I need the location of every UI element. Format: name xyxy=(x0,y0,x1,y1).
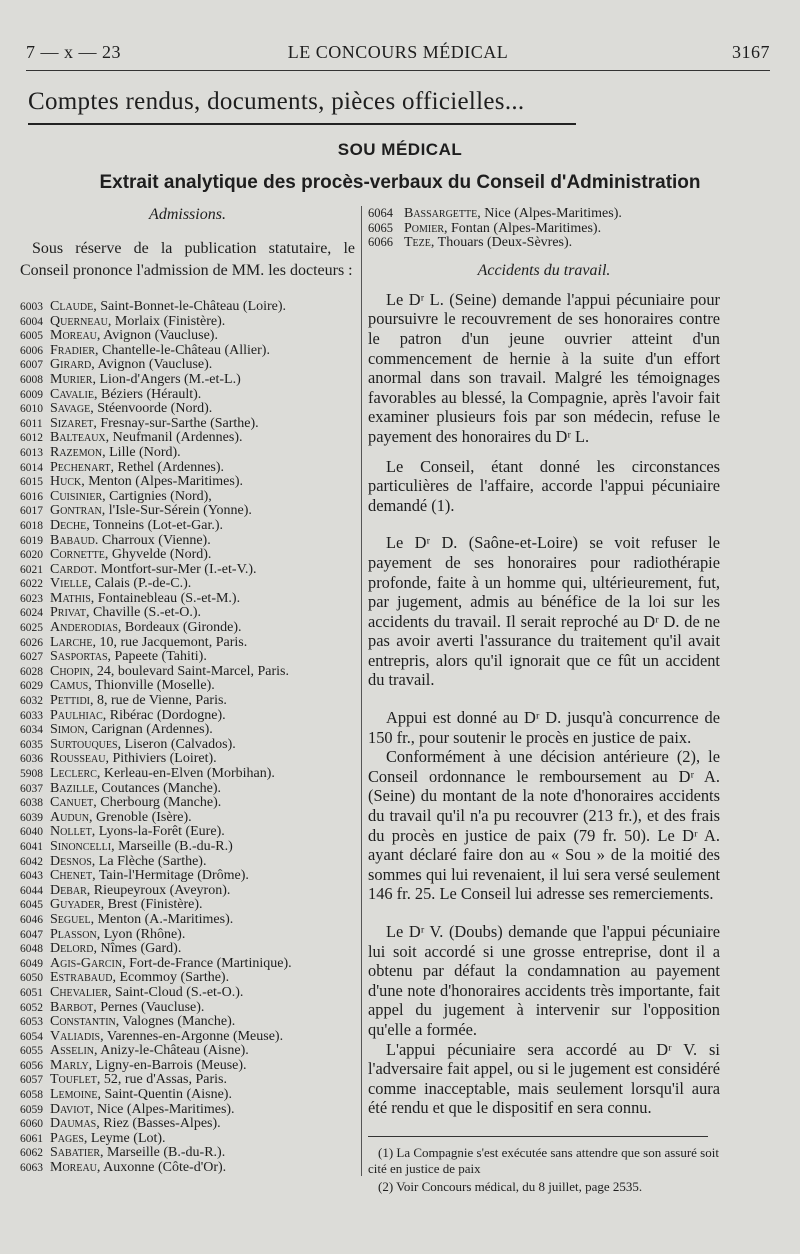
member-name: Bassargette xyxy=(404,206,478,221)
admission-entry xyxy=(20,534,355,549)
member-location: , Ligny-en-Barrois (Meuse). xyxy=(88,1058,247,1073)
member-name: Desnos xyxy=(50,854,92,869)
admission-entry xyxy=(20,796,355,811)
accidents-heading: Accidents du travail. xyxy=(477,261,611,279)
admission-entry xyxy=(20,1088,355,1103)
member-location: , Ribérac (Dordogne). xyxy=(102,708,226,723)
admission-entry xyxy=(20,373,355,388)
admission-entry xyxy=(20,358,355,373)
member-location: , Valognes (Manche). xyxy=(115,1015,236,1030)
admission-entry xyxy=(20,709,355,724)
member-location: , Rieupeyroux (Aveyron). xyxy=(86,883,231,898)
member-name: Deche xyxy=(50,518,87,533)
admission-entry xyxy=(20,913,355,928)
footnote: (2) Voir Concours médical, du 8 juillet, page 2535. xyxy=(378,1178,643,1194)
admission-entry xyxy=(368,221,720,236)
admission-entry xyxy=(20,315,355,330)
admission-entry xyxy=(20,782,355,797)
member-number: 6050 xyxy=(20,972,43,985)
member-location: , Menton (A.-Maritimes). xyxy=(90,912,234,927)
member-name: Lemoine xyxy=(50,1088,98,1103)
member-number: 6044 xyxy=(20,884,43,897)
admission-entry xyxy=(20,636,355,651)
member-name: Seguel xyxy=(50,912,91,927)
member-name: Asselin xyxy=(50,1044,95,1059)
member-name: Cornette xyxy=(50,548,105,563)
admission-entry xyxy=(20,1161,355,1176)
member-number: 6008 xyxy=(20,373,43,386)
admission-entry xyxy=(20,548,355,563)
member-number: 6017 xyxy=(20,505,43,518)
admission-entry xyxy=(20,752,355,767)
admission-entry xyxy=(20,840,355,855)
admission-entry xyxy=(20,388,355,403)
member-number: 6004 xyxy=(20,315,43,328)
member-location: , Nîmes (Gard). xyxy=(93,942,182,957)
member-name: Huck xyxy=(50,475,82,490)
member-number: 6019 xyxy=(20,534,43,547)
member-number: 6036 xyxy=(20,753,43,766)
admission-entry xyxy=(20,461,355,476)
member-name: Guyader xyxy=(50,898,101,913)
left-column xyxy=(20,206,355,1176)
member-name: Teze xyxy=(404,235,431,250)
admission-entry xyxy=(20,1030,355,1045)
member-name: Plasson xyxy=(50,927,97,942)
member-name: Mathis xyxy=(50,591,91,606)
main-title: Extrait analytique des procès-verbaux du Conseil d'Administration xyxy=(99,172,701,193)
running-header xyxy=(26,42,770,66)
member-number: 6040 xyxy=(20,826,43,839)
right-column xyxy=(368,206,720,1197)
admission-entry xyxy=(20,606,355,621)
member-name: Valiadis xyxy=(50,1029,101,1044)
admission-entry xyxy=(20,592,355,607)
member-number: 6011 xyxy=(20,417,43,430)
member-number: 6045 xyxy=(20,899,43,912)
member-name: Chopin xyxy=(50,664,90,679)
member-location: . Charroux (Vienne). xyxy=(94,533,211,548)
member-number: 6003 xyxy=(20,301,43,313)
member-number: 6064 xyxy=(368,206,393,220)
member-name: Chenet xyxy=(50,869,93,884)
admission-entry xyxy=(368,206,720,221)
admission-entry xyxy=(20,811,355,826)
member-name: Daumas xyxy=(50,1117,97,1132)
admission-entry xyxy=(20,986,355,1001)
member-number: 6041 xyxy=(20,840,43,853)
member-location: , Chaville (S.-et-O.). xyxy=(85,606,202,621)
member-location: , Saint-Cloud (S.-et-O.). xyxy=(108,985,244,1000)
member-location: , Calais (P.-de-C.). xyxy=(87,577,192,592)
member-number: 6042 xyxy=(20,855,43,868)
member-number: 6024 xyxy=(20,607,43,620)
member-name: Claude xyxy=(50,300,94,314)
footnote-rule xyxy=(368,1136,708,1137)
admission-entry xyxy=(20,738,355,753)
admission-entry xyxy=(20,898,355,913)
admission-entry xyxy=(20,621,355,636)
accident-paragraph: Le Conseil, étant donné les circonstances particulières de l'affaire, accorde l'appui pécuniaire demandé (1). xyxy=(368,456,720,515)
member-number: 6051 xyxy=(20,986,43,999)
member-name: Murier xyxy=(50,372,93,387)
admission-entry xyxy=(20,475,355,490)
admission-entry xyxy=(20,431,355,446)
accident-paragraph: Conformément à une décision antérieure (2), le Conseil ordonnance le remboursement au Dʳ A. (Seine) du montant de la note d'honoraires accidents du travail qu'il n'a pu recouvrer (213 fr.), et des frais du procès en justice de paix (79 fr. 50). Le Dʳ A. ayant déclaré faire don au « Sou » de la moitié des sommes qui lui revenaient, il lui sera versé seulement 146 fr. 25. Le Conseil lui adresse ses remerciements. xyxy=(368,747,720,904)
member-number: 6038 xyxy=(20,797,43,810)
accident-paragraph: Le Dʳ D. (Saône-et-Loire) se voit refuser le payement de ses honoraires pour radiothérapie profonde, faite à un homme qui, ultérieurement, fut, par jugement, admis au bénéfice de la loi sur les accidents du travail. Il serait reproché au Dʳ D. de ne pas avoir averti l'assurance du traitement qu'il avait entrepris, alors qu'il ignorait que ce fût un accident du travail. xyxy=(368,533,720,690)
member-location: , Ghyvelde (Nord). xyxy=(104,548,212,563)
member-name: Sinoncelli xyxy=(50,839,112,854)
admission-entry xyxy=(20,402,355,417)
member-location: , Varennes-en-Argonne (Meuse). xyxy=(100,1029,284,1044)
member-location: , Thionville (Moselle). xyxy=(88,679,215,694)
admission-entry xyxy=(20,971,355,986)
member-number: 6022 xyxy=(20,578,43,591)
section-title: Comptes rendus, documents, pièces officielles... xyxy=(28,88,525,115)
member-name: Constantin xyxy=(50,1015,116,1030)
member-number: 6023 xyxy=(20,592,43,605)
admission-entry xyxy=(20,344,355,359)
member-number: 6029 xyxy=(20,680,43,693)
member-number: 6056 xyxy=(20,1059,43,1072)
member-location: , Neufmanil (Ardennes). xyxy=(105,431,243,446)
member-name: Pechenart xyxy=(50,460,111,475)
member-location: , Pernes (Vaucluse). xyxy=(93,1000,205,1015)
member-name: Gontran xyxy=(50,504,102,519)
member-number: 6062 xyxy=(20,1147,43,1160)
member-name: Cavalie xyxy=(50,387,94,402)
member-name: Cardot xyxy=(50,562,94,577)
member-location: , Menton (Alpes-Maritimes). xyxy=(81,475,243,490)
member-name: Chevalier xyxy=(50,985,109,1000)
admission-entry xyxy=(20,942,355,957)
member-number: 5908 xyxy=(20,768,43,780)
member-location: , Carignan (Ardennes). xyxy=(84,723,213,738)
admission-entry xyxy=(20,650,355,665)
member-number: 6057 xyxy=(20,1074,43,1087)
member-number: 6006 xyxy=(20,344,43,357)
member-location: , Coutances (Manche). xyxy=(94,781,222,796)
member-name: Paulhiac xyxy=(50,708,103,723)
member-name: Sizaret xyxy=(50,416,94,431)
member-location: , Nice (Alpes-Maritimes). xyxy=(477,206,622,221)
member-name: Touflet xyxy=(50,1073,97,1088)
member-number: 6039 xyxy=(20,811,43,824)
member-name: Balteaux xyxy=(50,431,106,446)
member-name: Surtouques xyxy=(50,737,118,752)
member-number: 6033 xyxy=(20,709,43,722)
admission-entry xyxy=(20,1146,355,1161)
member-number: 6047 xyxy=(20,928,43,941)
member-name: Razemon xyxy=(50,445,103,460)
member-number: 6016 xyxy=(20,490,43,503)
member-number: 6007 xyxy=(20,359,43,372)
member-number: 6009 xyxy=(20,388,43,401)
member-location: , Pithiviers (Loiret). xyxy=(105,752,217,767)
member-location: , Stéenvoorde (Nord). xyxy=(90,402,213,417)
member-number: 6018 xyxy=(20,519,43,532)
accident-paragraph: Le Dʳ L. (Seine) demande l'appui pécuniaire pour poursuivre le recouvrement de ses honoraires contre le patron d'un jeune ouvrier atteint d'un commencement de hernie à la suite d'un effort anormal dans son travail. Malgré les témoignages favorables au blessé, la Compagnie, après l'avoir fait examiner plusieurs fois par son médecin, refuse le payement des honoraires du Dʳ L. xyxy=(368,289,720,446)
member-name: Girard xyxy=(50,358,92,373)
member-name: Audun xyxy=(50,810,89,825)
member-number: 6025 xyxy=(20,622,43,635)
member-location: , Lyons-la-Forêt (Eure). xyxy=(91,825,225,840)
member-location: . Montfort-sur-Mer (I.-et-V.). xyxy=(93,562,257,577)
page-number: 3167 xyxy=(732,42,770,62)
issue-date: 7 — x — 23 xyxy=(26,42,121,62)
member-number: 6010 xyxy=(20,403,43,416)
member-location: , Saint-Bonnet-le-Château (Loire). xyxy=(93,300,287,314)
member-name: Debar xyxy=(50,883,87,898)
member-name: Camus xyxy=(50,679,89,694)
member-name: Barbot xyxy=(50,1000,94,1015)
member-location: , Lyon (Rhône). xyxy=(96,927,186,942)
member-name: Daviot xyxy=(50,1102,90,1117)
accident-paragraph: L'appui pécuniaire sera accordé au Dʳ V. si l'adversaire fait appel, ou si le jugement est considéré comme inacceptable, mais seulement lorsqu'il aura été rendu et que le dispositif en sera connu. xyxy=(368,1039,720,1118)
member-location: , Kerleau-en-Elven (Morbihan). xyxy=(96,767,275,781)
member-name: Delord xyxy=(50,942,94,957)
member-location: , Avignon (Vaucluse). xyxy=(96,329,218,344)
admission-entry xyxy=(20,694,355,709)
footnotes xyxy=(368,1145,720,1195)
member-number: 6034 xyxy=(20,724,43,737)
admission-entry xyxy=(20,1103,355,1118)
member-number: 6037 xyxy=(20,782,43,795)
member-name: Nollet xyxy=(50,825,92,840)
member-name: Pomier xyxy=(404,220,445,236)
member-name: Privat xyxy=(50,606,86,621)
member-name: Sabatier xyxy=(50,1146,101,1161)
member-number: 6013 xyxy=(20,446,43,459)
member-location: , Marseille (B.-du-R.). xyxy=(100,1146,226,1161)
member-number: 6035 xyxy=(20,738,43,751)
admission-entry xyxy=(20,1015,355,1030)
member-name: Estrabaud xyxy=(50,971,113,986)
member-name: Sasportas xyxy=(50,650,108,665)
member-number: 6012 xyxy=(20,432,43,445)
admission-entry xyxy=(20,723,355,738)
admission-entry xyxy=(20,825,355,840)
member-name: Leclerc xyxy=(50,767,97,781)
member-location: , Béziers (Hérault). xyxy=(93,387,202,402)
member-location: , Avignon (Vaucluse). xyxy=(91,358,213,373)
member-name: Moreau xyxy=(50,329,97,344)
member-location: , Tain-l'Hermitage (Drôme). xyxy=(92,869,249,884)
member-number: 6055 xyxy=(20,1045,43,1058)
member-name: Simon xyxy=(50,723,85,738)
admission-entry xyxy=(20,1001,355,1016)
member-name: Pettidi xyxy=(50,694,90,709)
member-number: 6014 xyxy=(20,461,43,474)
member-number: 6048 xyxy=(20,943,43,956)
admissions-list-continued xyxy=(368,206,720,250)
member-location: , Fort-de-France (Martinique). xyxy=(122,956,292,971)
admission-entry xyxy=(20,563,355,578)
member-location: , Ecommoy (Sarthe). xyxy=(112,971,230,986)
member-number: 6020 xyxy=(20,549,43,562)
admission-entry xyxy=(20,884,355,899)
member-name: Pages xyxy=(50,1131,84,1146)
member-location: , 52, rue d'Assas, Paris. xyxy=(96,1073,227,1088)
member-name: Agis-Garcin xyxy=(50,956,123,971)
admission-entry xyxy=(20,577,355,592)
member-number: 6032 xyxy=(20,695,43,708)
member-name: Querneau xyxy=(50,314,108,329)
member-location: , l'Isle-Sur-Sérein (Yonne). xyxy=(101,504,252,519)
footnote: (1) La Compagnie s'est exécutée sans attendre que son assuré soit cité en justice de paix xyxy=(368,1144,719,1176)
organization-title: SOU MÉDICAL xyxy=(337,140,463,159)
member-name: Bazille xyxy=(50,781,95,796)
member-location: , Morlaix (Finistère). xyxy=(107,314,226,329)
admission-entry xyxy=(20,1059,355,1074)
admission-entry xyxy=(20,679,355,694)
member-name: Anderodias xyxy=(50,621,118,636)
member-location: , 8, rue de Vienne, Paris. xyxy=(90,694,227,709)
member-location: , Anizy-le-Château (Aisne). xyxy=(94,1044,249,1059)
member-location: , Lille (Nord). xyxy=(102,445,181,460)
admission-entry xyxy=(20,329,355,344)
admissions-list xyxy=(20,300,355,1176)
member-number: 6052 xyxy=(20,1001,43,1014)
member-number: 6027 xyxy=(20,651,43,664)
member-location: , Marseille (B.-du-R.) xyxy=(111,839,233,854)
admission-entry xyxy=(20,300,355,315)
admission-entry xyxy=(20,1073,355,1088)
member-location: , Fresnay-sur-Sarthe (Sarthe). xyxy=(93,416,259,431)
member-location: , 10, rue Jacquemont, Paris. xyxy=(92,635,248,650)
member-name: Savage xyxy=(50,402,91,417)
member-number: 6028 xyxy=(20,665,43,678)
member-number: 6053 xyxy=(20,1016,43,1029)
admission-entry xyxy=(20,957,355,972)
member-name: Fradier xyxy=(50,343,96,358)
member-number: 6043 xyxy=(20,870,43,883)
member-name: Rousseau xyxy=(50,752,106,767)
member-location: , Riez (Basses-Alpes). xyxy=(96,1117,221,1132)
accidents-paragraphs xyxy=(368,290,720,1118)
member-number: 6061 xyxy=(20,1132,43,1145)
member-name: Marly xyxy=(50,1058,89,1073)
member-number: 6065 xyxy=(368,220,393,235)
member-location: , La Flèche (Sarthe). xyxy=(91,854,207,869)
member-number: 6015 xyxy=(20,476,43,489)
member-name: Cuisinier xyxy=(50,489,103,504)
member-location: , Cartignies (Nord), xyxy=(102,489,212,504)
member-location: , Leyme (Lot). xyxy=(83,1131,166,1146)
column-divider xyxy=(361,206,362,1176)
member-number: 6021 xyxy=(20,563,43,576)
admission-entry xyxy=(20,869,355,884)
member-location: , Thouars (Deux-Sèvres). xyxy=(430,235,573,250)
admission-entry xyxy=(20,855,355,870)
accident-paragraph: Le Dʳ V. (Doubs) demande que l'appui pécuniaire lui soit accordé si une grosse entreprise, dont il a obtenu par défaut la condamnation au payement d'une note d'honoraires accidents très importante, fait appel du jugement à intervenir sur l'opposition qu'elle a formée. xyxy=(368,922,720,1039)
admission-entry xyxy=(20,519,355,534)
member-location: , Saint-Quentin (Aisne). xyxy=(97,1088,232,1103)
accident-paragraph: Appui est donné au Dʳ D. jusqu'à concurrence de 150 fr., pour soutenir le procès en justice de paix. xyxy=(368,708,720,747)
member-number: 6054 xyxy=(20,1030,43,1043)
member-name: Vielle xyxy=(50,577,88,592)
member-name: Canuet xyxy=(50,796,94,811)
member-location: , Bordeaux (Gironde). xyxy=(117,621,242,636)
admissions-intro: Sous réserve de la publication statutaire, le Conseil prononce l'admission de MM. les docteurs : xyxy=(20,240,355,279)
member-location: , Fontan (Alpes-Maritimes). xyxy=(444,220,602,236)
admission-entry xyxy=(20,490,355,505)
admission-entry xyxy=(20,446,355,461)
member-number: 6060 xyxy=(20,1118,43,1131)
member-location: , Auxonne (Côte-d'Or). xyxy=(96,1161,227,1176)
admission-entry xyxy=(20,1044,355,1059)
member-location: , 24, boulevard Saint-Marcel, Paris. xyxy=(89,664,289,679)
member-location: , Papeete (Tahiti). xyxy=(107,650,207,665)
member-number: 6026 xyxy=(20,636,43,649)
member-number: 6059 xyxy=(20,1103,43,1116)
journal-title: LE CONCOURS MÉDICAL xyxy=(287,42,509,62)
member-location: , Chantelle-le-Château (Allier). xyxy=(95,343,270,358)
member-location: , Tonneins (Lot-et-Gar.). xyxy=(86,518,223,533)
admissions-heading: Admissions. xyxy=(149,206,226,223)
admission-entry xyxy=(20,1117,355,1132)
admission-entry xyxy=(20,417,355,432)
header-rule xyxy=(26,70,770,71)
admission-entry xyxy=(20,665,355,680)
section-title-underline xyxy=(28,123,576,125)
admission-entry xyxy=(20,504,355,519)
member-number: 6005 xyxy=(20,330,43,343)
member-location: , Rethel (Ardennes). xyxy=(110,460,225,475)
member-number: 6058 xyxy=(20,1089,43,1102)
member-location: , Grenoble (Isère). xyxy=(89,810,192,825)
member-name: Moreau xyxy=(50,1161,97,1176)
member-location: , Nice (Alpes-Maritimes). xyxy=(89,1102,235,1117)
member-location: , Lion-d'Angers (M.-et-L.) xyxy=(92,372,241,387)
member-number: 6046 xyxy=(20,913,43,926)
member-location: , Brest (Finistère). xyxy=(100,898,203,913)
member-name: Larche xyxy=(50,635,93,650)
member-location: , Fontainebleau (S.-et-M.). xyxy=(90,591,241,606)
member-location: , Liseron (Calvados). xyxy=(117,737,236,752)
admission-entry xyxy=(20,767,355,782)
admission-entry xyxy=(20,1132,355,1147)
member-location: , Cherbourg (Manche). xyxy=(93,796,222,811)
admission-entry xyxy=(20,928,355,943)
admission-entry xyxy=(368,235,720,250)
member-number: 6049 xyxy=(20,957,43,970)
member-number: 6063 xyxy=(20,1162,43,1175)
member-name: Babaud xyxy=(50,533,95,548)
member-number: 6066 xyxy=(368,235,393,250)
